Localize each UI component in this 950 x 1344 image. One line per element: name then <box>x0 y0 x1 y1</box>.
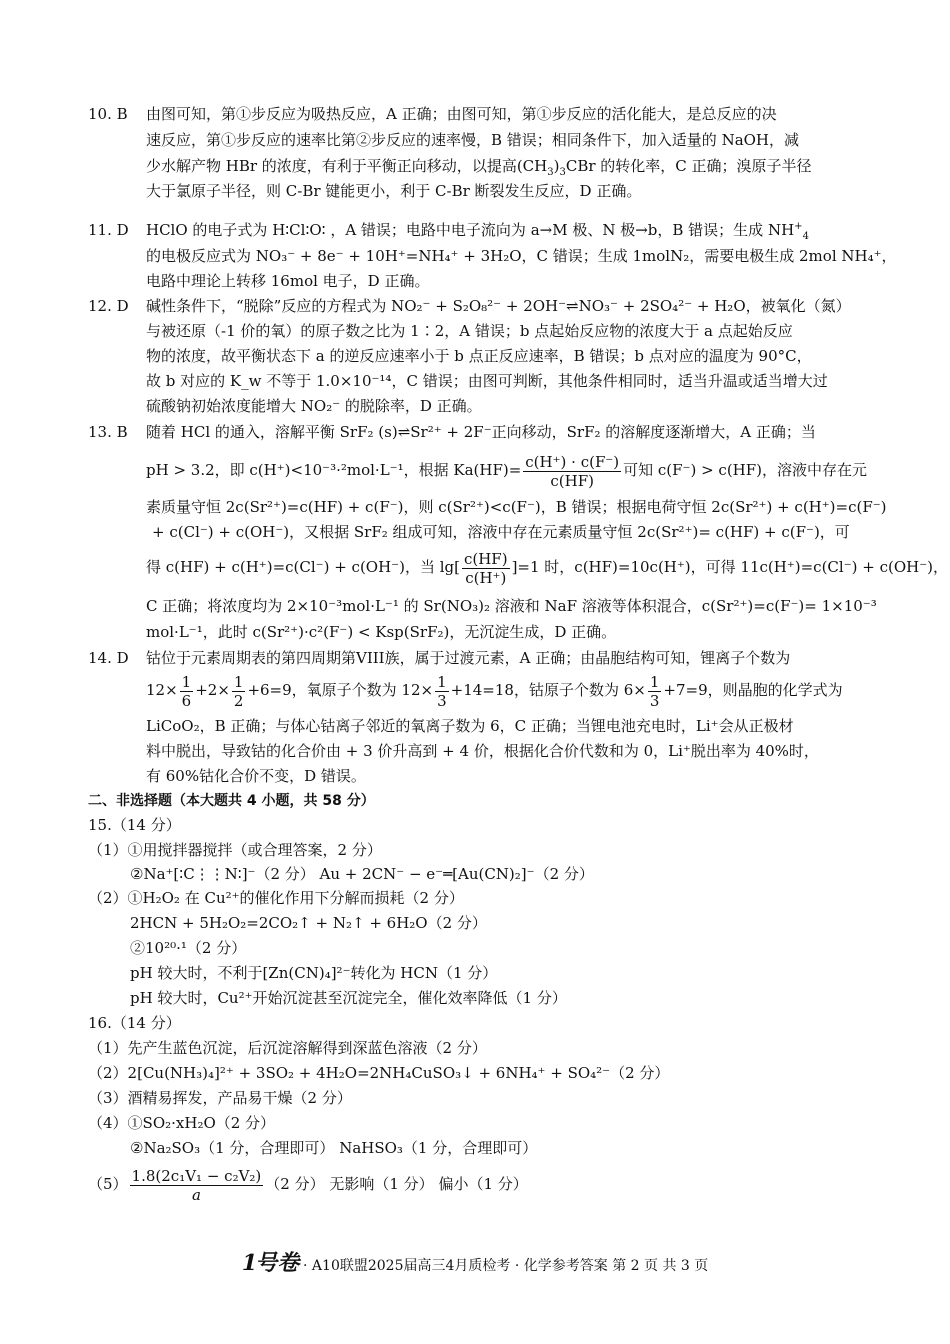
q13-line-3: 素质量守恒 2c(Sr²⁺)=c(HF) + c(F⁻)，则 c(Sr²⁺)<c(F⁻)，B 错误；根据电荷守恒 2c(Sr²⁺) + c(H⁺)=c(F⁻) <box>146 498 887 516</box>
q16-answer-4-1: （4）①SO₂·xH₂O（2 分） <box>88 1114 276 1132</box>
q15-answer-2-2: 2HCN + 5H₂O₂=2CO₂↑ + N₂↑ + 6H₂O（2 分） <box>130 914 487 932</box>
q10-number: 10. B <box>88 105 128 123</box>
q16-answer-2: （2）2[Cu(NH₃)₄]²⁺ + 3SO₂ + 4H₂O=2NH₄CuSO₃↓ + 6NH₄⁺ + SO₄²⁻（2 分） <box>88 1064 670 1082</box>
q10-line-2: 速反应，第①步反应的速率比第②步反应的速率慢，B 错误；相同条件下，加入适量的 NaOH，减 <box>146 131 800 149</box>
q11-line-1: HClO 的电子式为 H∶Cl∶O∶ ，A 错误；电路中电子流向为 a→M 极、N 极→b，B 错误；生成 $NH^+_4$ <box>146 221 809 242</box>
q13-line-7: mol·L⁻¹，此时 c(Sr²⁺)·c²(F⁻) < Ksp(SrF₂)，无沉淀生成，D 正确。 <box>146 623 617 641</box>
page-footer <box>0 1246 950 1277</box>
q13-line-5: 得 c(HF) + c(H⁺)=c(Cl⁻) + c(OH⁻)，当 lg[ $\frac{c(HF)}{c(H^+)}$ ]=1 时，c(HF)=10c(H⁺)，可得 11c(H⁺)=c(Cl⁻) + c(OH⁻)， <box>146 549 948 587</box>
q16-answer-5: （5） $\frac{\text{1.8(2c₁V₁ − c₂V₂)}}{a}$ （2 分） 无影响（1 分） 偏小（1 分） <box>88 1166 528 1204</box>
result-fraction: $\frac{\text{1.8(2c₁V₁ − c₂V₂)}}{a}$ <box>131 1166 262 1204</box>
q14-line-4: 料中脱出，导致钴的化合价由 + 3 价升高到 + 4 价，根据化合价代数和为 0，Li⁺脱出率为 40%时， <box>146 742 819 760</box>
q10-line-4: 大于氯原子半径，则 C-Br 键能更小，利于 C-Br 断裂发生反应，D 正确。 <box>146 182 642 200</box>
q14-number: 14. D <box>88 649 129 667</box>
q15-answer-1-2: ②Na⁺[∶C⋮⋮N∶]⁻（2 分） Au + 2CN⁻ − e⁻═[Au(CN)₂]⁻（2 分） <box>130 865 594 883</box>
q12-line-1: 碱性条件下，“脱除”反应的方程式为 NO₂⁻ + S₂O₈²⁻ + 2OH⁻⇌NO₃⁻ + 2SO₄²⁻ + H₂O，被氧化（氮） <box>146 297 851 315</box>
q13-number: 13. B <box>88 423 128 441</box>
q11-number: 11. D <box>88 221 129 239</box>
footer-text: · A10联盟2025届高三4月质检考 · 化学参考答案 第 2 页 共 3 页 <box>303 1258 709 1274</box>
q10-line-1: 由图可知，第①步反应为吸热反应，A 正确；由图可知，第①步反应的活化能大，是总反应的决 <box>146 105 777 123</box>
q16-heading: 16.（14 分） <box>88 1014 181 1032</box>
q12-line-2: 与被还原（-1 价的氧）的原子数之比为 1∶2，A 错误；b 点起始反应物的浓度大于 a 点起始反应 <box>146 322 793 340</box>
q15-answer-2-3: ②10²⁰·¹（2 分） <box>130 939 247 957</box>
q14-line-3: LiCoO₂，B 正确；与体心钴离子邻近的氧离子数为 6，C 正确；当锂电池充电时，Li⁺会从正极材 <box>146 717 794 735</box>
ka-fraction: $\frac{c(H^+) \cdot c(F^-)}{c(HF)}$ <box>525 452 620 490</box>
q16-answer-4-2: ②Na₂SO₃（1 分，合理即可） NaHSO₃（1 分，合理即可） <box>130 1139 538 1157</box>
q14-line-5: 有 60%钴化合价不变，D 错误。 <box>146 767 366 785</box>
q13-line-6: C 正确；将浓度均为 2×10⁻³mol·L⁻¹ 的 Sr(NO₃)₂ 溶液和 NaF 溶液等体积混合，c(Sr²⁺)=c(F⁻)= 1×10⁻³ <box>146 597 877 615</box>
fraction-1-6: $\frac{1}{6}$ <box>181 672 192 710</box>
q15-answer-2-4: pH 较大时，不利于[Zn(CN)₄]²⁻转化为 HCN（1 分） <box>130 964 498 982</box>
q14-line-1: 钴位于元素周期表的第四周期第VIII族，属于过渡元素，A 正确；由晶胞结构可知，锂离子个数为 <box>146 649 791 667</box>
lg-fraction: $\frac{c(HF)}{c(H^+)}$ <box>463 549 508 587</box>
q10-line-3: 少水解产物 HBr 的浓度，有利于平衡正向移动，以提高$(CH_3)_3CBr$ 的转化率，C 正确；溴原子半径 <box>146 157 812 178</box>
q15-answer-2-5: pH 较大时，Cu²⁺开始沉淀甚至沉淀完全，催化效率降低（1 分） <box>130 989 567 1007</box>
fraction-1-3-b: $\frac{1}{3}$ <box>649 672 660 710</box>
q13-line-4: + c(Cl⁻) + c(OH⁻)，又根据 SrF₂ 组成可知，溶液中存在元素质量守恒 2c(Sr²⁺)= c(HF) + c(F⁻)，可 <box>152 523 850 541</box>
brand-logo: 1号卷 <box>238 1250 304 1276</box>
q12-line-5: 硫酸钠初始浓度能增大 NO₂⁻ 的脱除率，D 正确。 <box>146 397 482 415</box>
fraction-1-2: $\frac{1}{2}$ <box>233 672 244 710</box>
q14-line-2: 12× $\frac{1}{6}$ +2× $\frac{1}{2}$ +6=9，氧原子个数为 12× $\frac{1}{3}$ +14=18，钴原子个数为 6× $\frac{1}{3}$ +7=9，则晶胞的化学式为 <box>146 672 843 710</box>
q12-number: 12. D <box>88 297 129 315</box>
section-heading: 二、非选择题（本大题共 4 小题，共 58 分） <box>88 793 375 809</box>
q15-heading: 15.（14 分） <box>88 816 181 834</box>
q13-line-2: pH > 3.2，即 c(H⁺)<10⁻³·²mol·L⁻¹，根据 Ka(HF)= $\frac{c(H^+) \cdot c(F^-)}{c(HF)}$ 可知 c(F⁻) > c(HF)，溶液中存在元 <box>146 452 868 490</box>
q16-answer-3: （3）酒精易挥发，产品易干燥（2 分） <box>88 1089 352 1107</box>
fraction-1-3-a: $\frac{1}{3}$ <box>437 672 447 710</box>
q15-answer-2-1: （2）①H₂O₂ 在 Cu²⁺的催化作用下分解而损耗（2 分） <box>88 889 464 907</box>
q11-line-2: 的电极反应式为 NO₃⁻ + 8e⁻ + 10H⁺=NH₄⁺ + 3H₂O，C 错误；生成 1molN₂，需要电极生成 2mol NH₄⁺， <box>146 247 897 265</box>
q12-line-4: 故 b 对应的 K_w 不等于 1.0×10⁻¹⁴，C 错误；由图可判断，其他条件相同时，适当升温或适当增大过 <box>146 372 828 390</box>
q13-line-1: 随着 HCl 的通入，溶解平衡 SrF₂ (s)⇌Sr²⁺ + 2F⁻正向移动，SrF₂ 的溶解度逐渐增大，A 正确；当 <box>146 423 816 441</box>
q12-line-3: 物的浓度，故平衡状态下 a 的逆反应速率小于 b 点正反应速率，B 错误；b 点对应的温度为 90°C， <box>146 347 812 365</box>
q16-answer-1: （1）先产生蓝色沉淀，后沉淀溶解得到深蓝色溶液（2 分） <box>88 1039 487 1057</box>
q15-answer-1-1: （1）①用搅拌器搅拌（或合理答案，2 分） <box>88 841 382 859</box>
q11-line-3: 电路中理论上转移 16mol 电子，D 正确。 <box>146 272 430 290</box>
